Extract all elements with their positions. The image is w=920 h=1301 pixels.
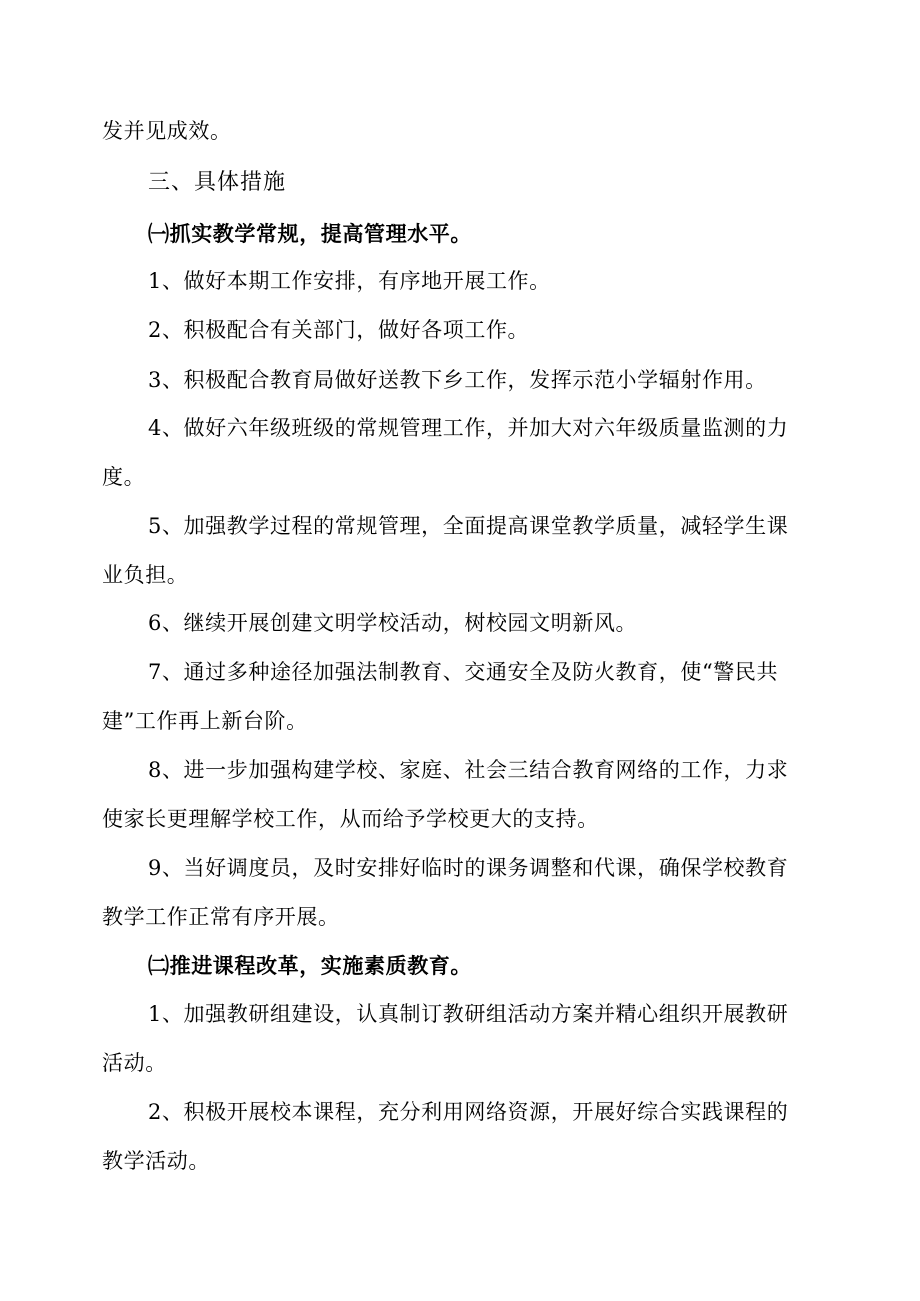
list-item-3: 3、积极配合教育局做好送教下乡工作，发挥示范小学辐射作用。 xyxy=(148,368,767,392)
list-item-4-cont: 度。 xyxy=(102,465,146,489)
list-item-8-cont: 使家长更理解学校工作，从而给予学校更大的支持。 xyxy=(102,807,599,831)
list-item-2: 2、积极配合有关部门，做好各项工作。 xyxy=(148,318,530,342)
subsection-heading-2: ㈡推进课程改革，实施素质教育。 xyxy=(148,953,472,978)
list-item-9-cont: 教学工作正常有序开展。 xyxy=(102,905,340,929)
paragraph-continuation: 发并见成效。 xyxy=(102,119,232,143)
list-item-5-cont: 业负担。 xyxy=(102,563,189,587)
list-item-b2: 2、积极开展校本课程，充分利用网络资源，开展好综合实践课程的 xyxy=(148,1100,789,1124)
subsection-heading-1: ㈠抓实教学常规，提高管理水平。 xyxy=(148,221,472,246)
list-item-1: 1、做好本期工作安排，有序地开展工作。 xyxy=(148,269,551,293)
list-item-7-cont: 建”工作再上新台阶。 xyxy=(102,709,308,733)
list-item-8: 8、进一步加强构建学校、家庭、社会三结合教育网络的工作，力求 xyxy=(148,758,789,782)
list-item-b1: 1、加强教研组建设，认真制订教研组活动方案并精心组织开展教研 xyxy=(148,1002,789,1026)
list-item-9: 9、当好调度员，及时安排好临时的课务调整和代课，确保学校教育 xyxy=(148,856,789,880)
list-item-b1-cont: 活动。 xyxy=(102,1051,167,1075)
list-item-b2-cont: 教学活动。 xyxy=(102,1149,210,1173)
list-item-7: 7、通过多种途径加强法制教育、交通安全及防火教育，使“警民共 xyxy=(148,660,779,684)
section-heading: 三、具体措施 xyxy=(148,170,287,195)
list-item-5: 5、加强教学过程的常规管理，全面提高课堂教学质量，减轻学生课 xyxy=(148,514,789,538)
list-item-4: 4、做好六年级班级的常规管理工作，并加大对六年级质量监测的力 xyxy=(148,416,789,440)
list-item-6: 6、继续开展创建文明学校活动，树校园文明新风。 xyxy=(148,611,638,635)
